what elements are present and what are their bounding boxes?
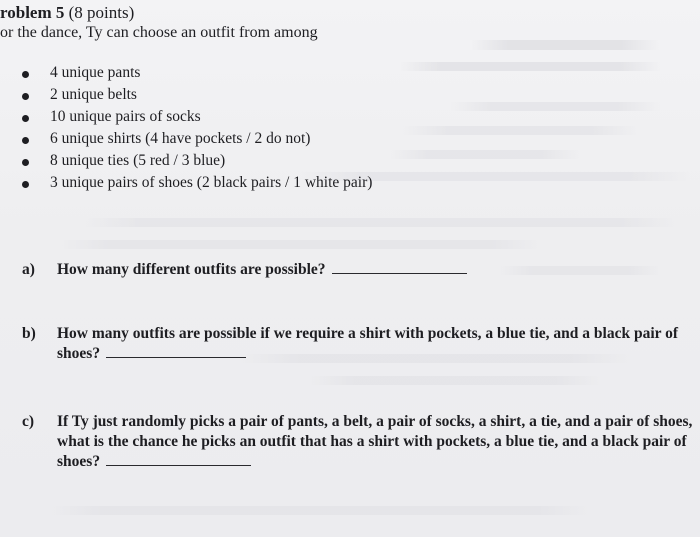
question-text xyxy=(57,412,697,472)
bullet-icon xyxy=(22,181,29,188)
question-b-text: How many outfits are possible if we require a shirt with pockets, a blue tie, and a black pair of shoes? xyxy=(57,325,679,362)
question-a-text: How many different outfits are possible? xyxy=(57,261,326,278)
question-text xyxy=(57,324,697,364)
list-item-text: 6 unique shirts (4 have pockets / 2 do not) xyxy=(50,130,311,147)
bullet-icon xyxy=(22,137,29,144)
question-letter: c) xyxy=(22,413,35,430)
list-item xyxy=(22,130,372,152)
bullet-icon xyxy=(22,71,29,78)
problem-intro: or the dance, Ty can choose an outfit from among xyxy=(0,24,318,41)
list-item-text: 3 unique pairs of shoes (2 black pairs / 1 white pair) xyxy=(50,174,373,191)
list-item xyxy=(22,108,372,130)
list-item-text: 8 unique ties (5 red / 3 blue) xyxy=(50,152,226,169)
bullet-icon xyxy=(22,93,29,100)
question-text xyxy=(57,260,697,280)
answer-blank[interactable] xyxy=(332,272,467,274)
answer-blank[interactable] xyxy=(106,356,246,358)
list-item xyxy=(22,174,372,196)
answer-blank[interactable] xyxy=(106,464,251,466)
list-item-text: 2 unique belts xyxy=(50,86,137,103)
list-item xyxy=(22,152,372,174)
problem-title xyxy=(0,3,134,23)
question-c-text: If Ty just randomly picks a pair of pants, a belt, a pair of socks, a shirt, a tie, and a pair of shoes, what is the chance he picks an outfit that has a shirt with pockets, a blue tie, and a black pair of shoes? xyxy=(57,413,693,470)
outfit-options-list xyxy=(22,64,372,196)
list-item-text: 4 unique pants xyxy=(50,64,141,81)
question-letter: b) xyxy=(22,325,36,342)
bullet-icon xyxy=(22,159,29,166)
question-letter: a) xyxy=(22,261,35,278)
bullet-icon xyxy=(22,115,29,122)
problem-points: (8 points) xyxy=(68,3,135,22)
problem-number: roblem 5 xyxy=(0,3,65,22)
list-item-text: 10 unique pairs of socks xyxy=(50,108,201,125)
list-item xyxy=(22,86,372,108)
list-item xyxy=(22,64,372,86)
